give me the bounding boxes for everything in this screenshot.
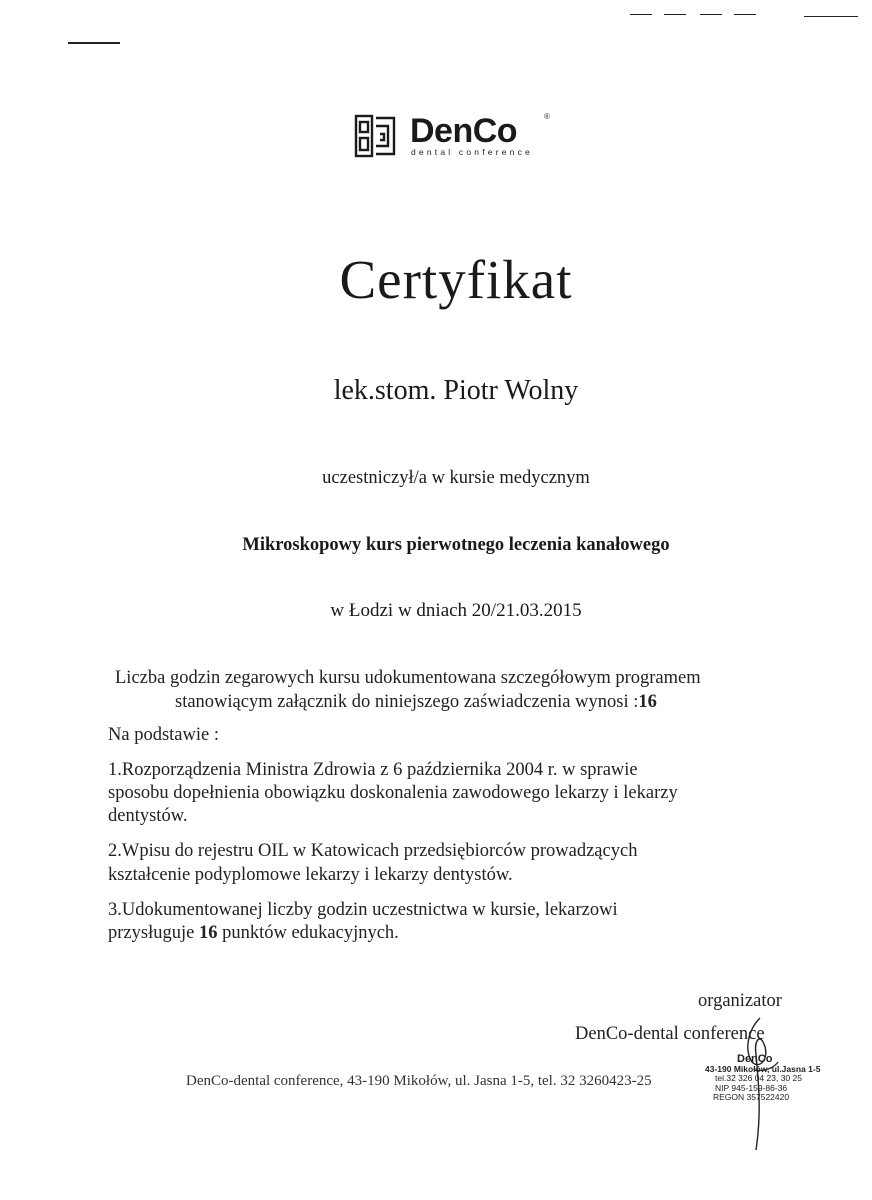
stamp-address: 43-190 Mikołów, ul.Jasna 1-5 (705, 1063, 821, 1074)
recipient-name: lek.stom. Piotr Wolny (333, 375, 579, 406)
logo-mark-icon (354, 114, 400, 158)
basis-item-2-line-2: kształcenie podyplomowe lekarzy i lekarzy dentystów. (108, 865, 513, 885)
basis-item-1-line-2: sposobu dopełnienia obowiązku doskonalenia zawodowego lekarzy i lekarzy (108, 783, 678, 803)
hours-line-1: Liczba godzin zegarowych kursu udokumentowana szczegółowym programem (115, 668, 701, 688)
hours-line-2-text: stanowiącym załącznik do niniejszego zaświadczenia wynosi : (175, 692, 639, 712)
basis-item-1-line-3: dentystów. (108, 806, 188, 826)
stamp-name: DenCo (737, 1053, 773, 1065)
basis-item-3-line-2-suffix: punktów edukacyjnych. (217, 923, 399, 943)
stamp-nip: NIP 945-159-86-36 (715, 1082, 788, 1093)
basis-item-2-line-1: 2.Wpisu do rejestru OIL w Katowicach przedsiębiorców prowadzących (108, 841, 638, 861)
course-name: Mikroskopowy kurs pierwotnego leczenia kanałowego (242, 535, 670, 555)
stamp-regon: REGON 357522420 (713, 1092, 790, 1102)
logo-registered: ® (544, 112, 550, 121)
scan-mark-top-right (734, 14, 756, 15)
basis-item-1-line-1: 1.Rozporządzenia Ministra Zdrowia z 6 października 2004 r. w sprawie (108, 760, 638, 780)
points-value: 16 (198, 923, 218, 943)
scan-mark-top-left (68, 42, 120, 44)
scan-mark-top-right (804, 16, 858, 17)
handwritten-signature (730, 1010, 790, 1160)
basis-item-3-line-1: 3.Udokumentowanej liczby godzin uczestnictwa w kursie, lekarzowi (108, 900, 618, 920)
scan-mark-top-right (700, 14, 722, 15)
basis-item-3-line-2 (108, 922, 399, 944)
stamp-phone: tel.32 326 04 23, 30 25 (715, 1073, 802, 1083)
certificate-title: Certyfikat (339, 249, 573, 310)
basis-heading: Na podstawie : (108, 725, 219, 745)
scan-mark-top-right (630, 14, 652, 15)
basis-item-3-line-2-prefix: przysługuje (108, 923, 199, 943)
participation-text: uczestniczył/a w kursie medycznym (322, 468, 590, 488)
hours-value: 16 (638, 692, 657, 712)
location-date: w Łodzi w dniach 20/21.03.2015 (330, 600, 582, 621)
signature-organization: DenCo-dental conference (575, 1024, 765, 1044)
scan-mark-top-right (664, 14, 686, 15)
signature-role: organizator (698, 991, 782, 1011)
logo-tagline: dental conference (411, 147, 533, 157)
footer-address: DenCo-dental conference, 43-190 Mikołów, ul. Jasna 1-5, tel. 32 3260423-25 (186, 1073, 652, 1089)
hours-line-2 (175, 691, 657, 713)
logo-name: DenCo (410, 112, 518, 150)
logo (354, 112, 564, 162)
